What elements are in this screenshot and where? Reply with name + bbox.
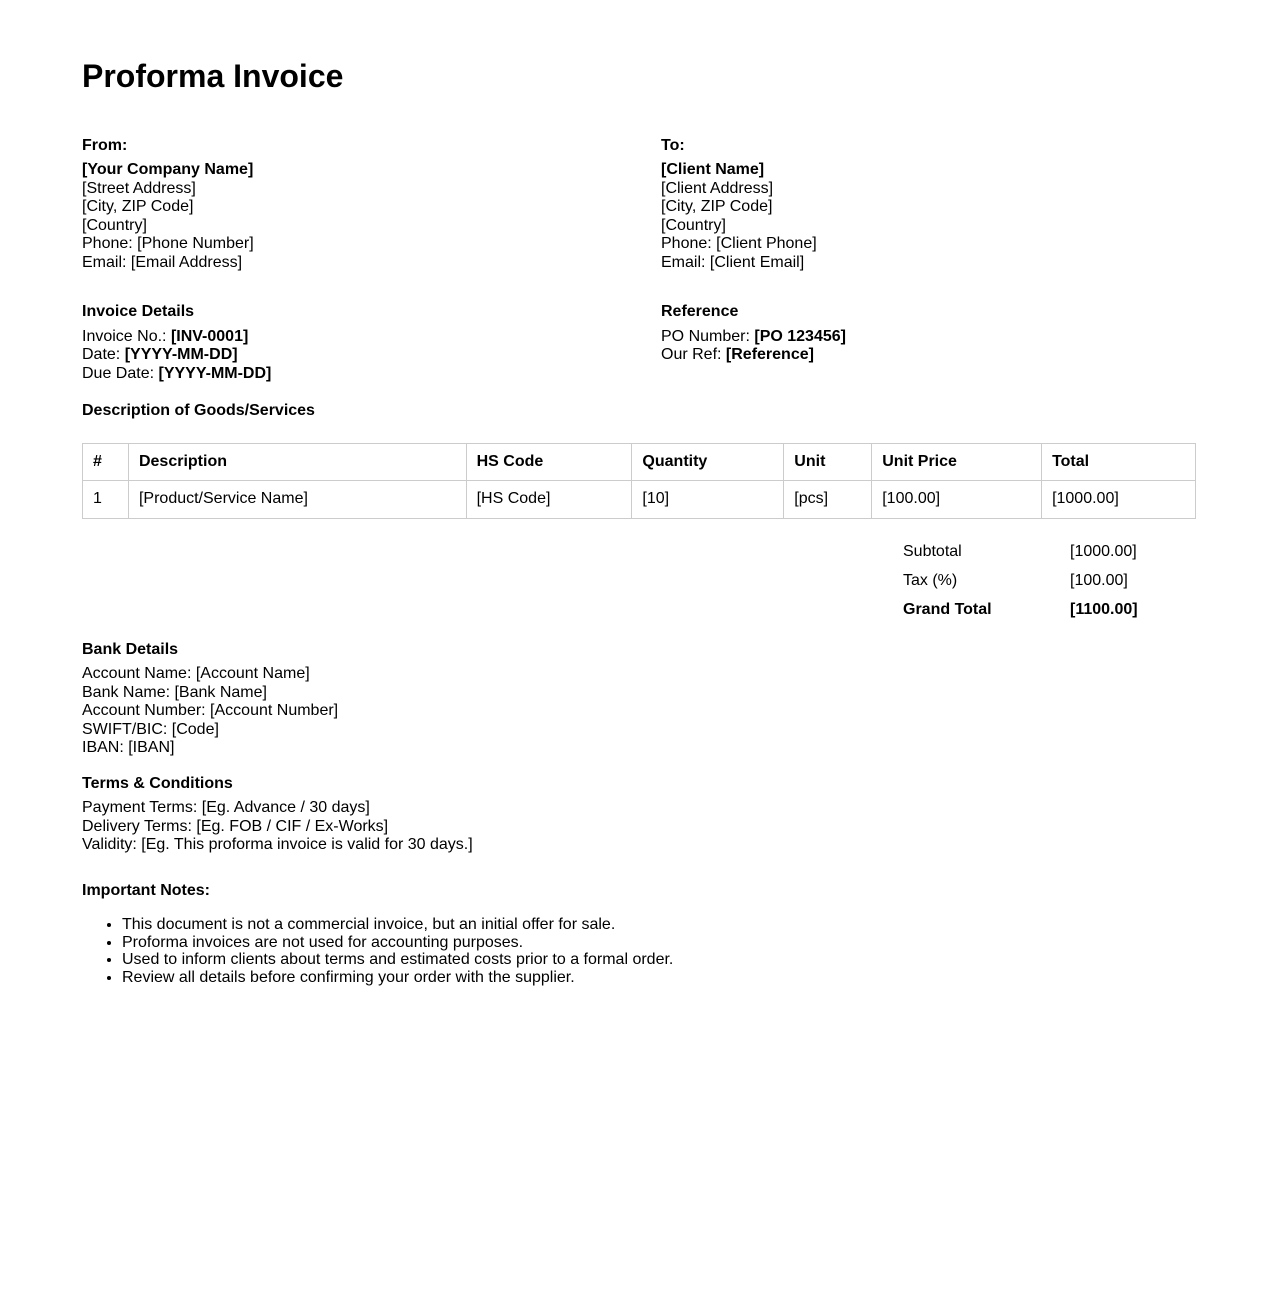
to-section bbox=[661, 137, 1196, 273]
tax-row bbox=[893, 566, 1196, 595]
from-street-address: [Street Address] bbox=[82, 179, 196, 197]
note-item: • Used to inform clients about terms and estimated costs prior to a formal order. bbox=[122, 951, 1196, 969]
bank-details-heading: Bank Details bbox=[82, 640, 179, 658]
subtotal-label: Subtotal bbox=[903, 542, 962, 560]
our-ref-row bbox=[661, 346, 1196, 365]
to-heading: To: bbox=[661, 136, 685, 154]
note-item: • Review all details before confirming your order with the supplier. bbox=[122, 969, 1196, 987]
bank-details-section bbox=[82, 641, 1196, 758]
invoice-details-heading: Invoice Details bbox=[82, 303, 195, 321]
goods-heading: Description of Goods/Services bbox=[82, 402, 315, 420]
page-title: Proforma Invoice bbox=[82, 58, 344, 94]
items-header-row bbox=[83, 443, 1196, 481]
items-table bbox=[82, 443, 1196, 519]
invoice-no-value: [INV-0001] bbox=[170, 327, 249, 345]
bank-swift-bic: SWIFT/BIC: [Code] bbox=[82, 720, 219, 738]
invoice-date-value: [YYYY-MM-DD] bbox=[124, 346, 238, 364]
invoice-due-date-value: [YYYY-MM-DD] bbox=[158, 364, 272, 382]
bank-account-number: Account Number: [Account Number] bbox=[82, 702, 339, 720]
col-header-unit: Unit bbox=[784, 443, 872, 481]
from-section bbox=[82, 137, 661, 273]
po-number-row bbox=[661, 328, 1196, 347]
from-city-zip: [City, ZIP Code] bbox=[82, 198, 194, 216]
item-hs-code-cell: [HS Code] bbox=[466, 481, 632, 519]
subtotal-row bbox=[893, 537, 1196, 566]
invoice-date-label: Date: bbox=[82, 346, 125, 364]
item-total-cell: [1000.00] bbox=[1042, 481, 1196, 519]
bank-iban: IBAN: [IBAN] bbox=[82, 739, 175, 757]
tax-value: [100.00] bbox=[1070, 571, 1128, 589]
from-country: [Country] bbox=[82, 216, 147, 234]
payment-terms-line: Payment Terms: [Eg. Advance / 30 days] bbox=[82, 799, 370, 817]
invoice-due-date-label: Due Date: bbox=[82, 364, 159, 382]
bank-account-name: Account Name: [Account Name] bbox=[82, 665, 310, 683]
terms-heading: Terms & Conditions bbox=[82, 774, 233, 792]
col-header-description: Description bbox=[128, 443, 466, 481]
from-phone: Phone: [Phone Number] bbox=[82, 235, 254, 253]
to-country: [Country] bbox=[661, 216, 726, 234]
invoice-details-section bbox=[82, 303, 661, 383]
po-number-label: PO Number: bbox=[661, 327, 755, 345]
notes-heading: Important Notes: bbox=[82, 881, 210, 899]
item-quantity-cell: [10] bbox=[632, 481, 784, 519]
totals-table bbox=[893, 537, 1196, 624]
reference-section bbox=[661, 303, 1196, 383]
to-client-name: [Client Name] bbox=[661, 161, 765, 179]
item-description-cell: [Product/Service Name] bbox=[128, 481, 466, 519]
table-row bbox=[83, 481, 1196, 519]
note-item: • This document is not a commercial invoice, but an initial offer for sale. bbox=[122, 916, 1196, 934]
item-unit-cell: [pcs] bbox=[784, 481, 872, 519]
item-number-cell: 1 bbox=[83, 481, 129, 519]
to-city-zip: [City, ZIP Code] bbox=[661, 198, 773, 216]
col-header-hs-code: HS Code bbox=[466, 443, 632, 481]
to-email: Email: [Client Email] bbox=[661, 253, 805, 271]
subtotal-value: [1000.00] bbox=[1070, 542, 1137, 560]
reference-heading: Reference bbox=[661, 303, 739, 321]
tax-label: Tax (%) bbox=[903, 571, 958, 589]
po-number-value: [PO 123456] bbox=[754, 327, 846, 345]
meta-section bbox=[82, 303, 1196, 383]
bank-name: Bank Name: [Bank Name] bbox=[82, 683, 267, 701]
col-header-quantity: Quantity bbox=[632, 443, 784, 481]
col-header-unit-price: Unit Price bbox=[872, 443, 1042, 481]
our-ref-label: Our Ref: bbox=[661, 346, 726, 364]
from-email: Email: [Email Address] bbox=[82, 253, 243, 271]
from-heading: From: bbox=[82, 136, 128, 154]
notes-section bbox=[82, 882, 1196, 987]
from-company-name: [Your Company Name] bbox=[82, 161, 254, 179]
parties-section bbox=[82, 137, 1196, 273]
validity-line: Validity: [Eg. This proforma invoice is valid for 30 days.] bbox=[82, 836, 473, 854]
invoice-due-date-row bbox=[82, 365, 661, 384]
invoice-no-label: Invoice No.: bbox=[82, 327, 171, 345]
invoice-date-row bbox=[82, 346, 661, 365]
invoice-no-row bbox=[82, 328, 661, 347]
to-client-address: [Client Address] bbox=[661, 179, 774, 197]
grand-total-label: Grand Total bbox=[903, 600, 992, 618]
grand-total-value: [1100.00] bbox=[1070, 600, 1138, 618]
note-item: • Proforma invoices are not used for accounting purposes. bbox=[122, 934, 1196, 952]
our-ref-value: [Reference] bbox=[725, 346, 814, 364]
grand-total-row bbox=[893, 595, 1196, 624]
col-header-number: # bbox=[83, 443, 129, 481]
item-unit-price-cell: [100.00] bbox=[872, 481, 1042, 519]
to-phone: Phone: [Client Phone] bbox=[661, 235, 817, 253]
col-header-total: Total bbox=[1042, 443, 1196, 481]
delivery-terms-line: Delivery Terms: [Eg. FOB / CIF / Ex-Works] bbox=[82, 817, 389, 835]
notes-list bbox=[82, 916, 1196, 986]
terms-section bbox=[82, 775, 1196, 855]
